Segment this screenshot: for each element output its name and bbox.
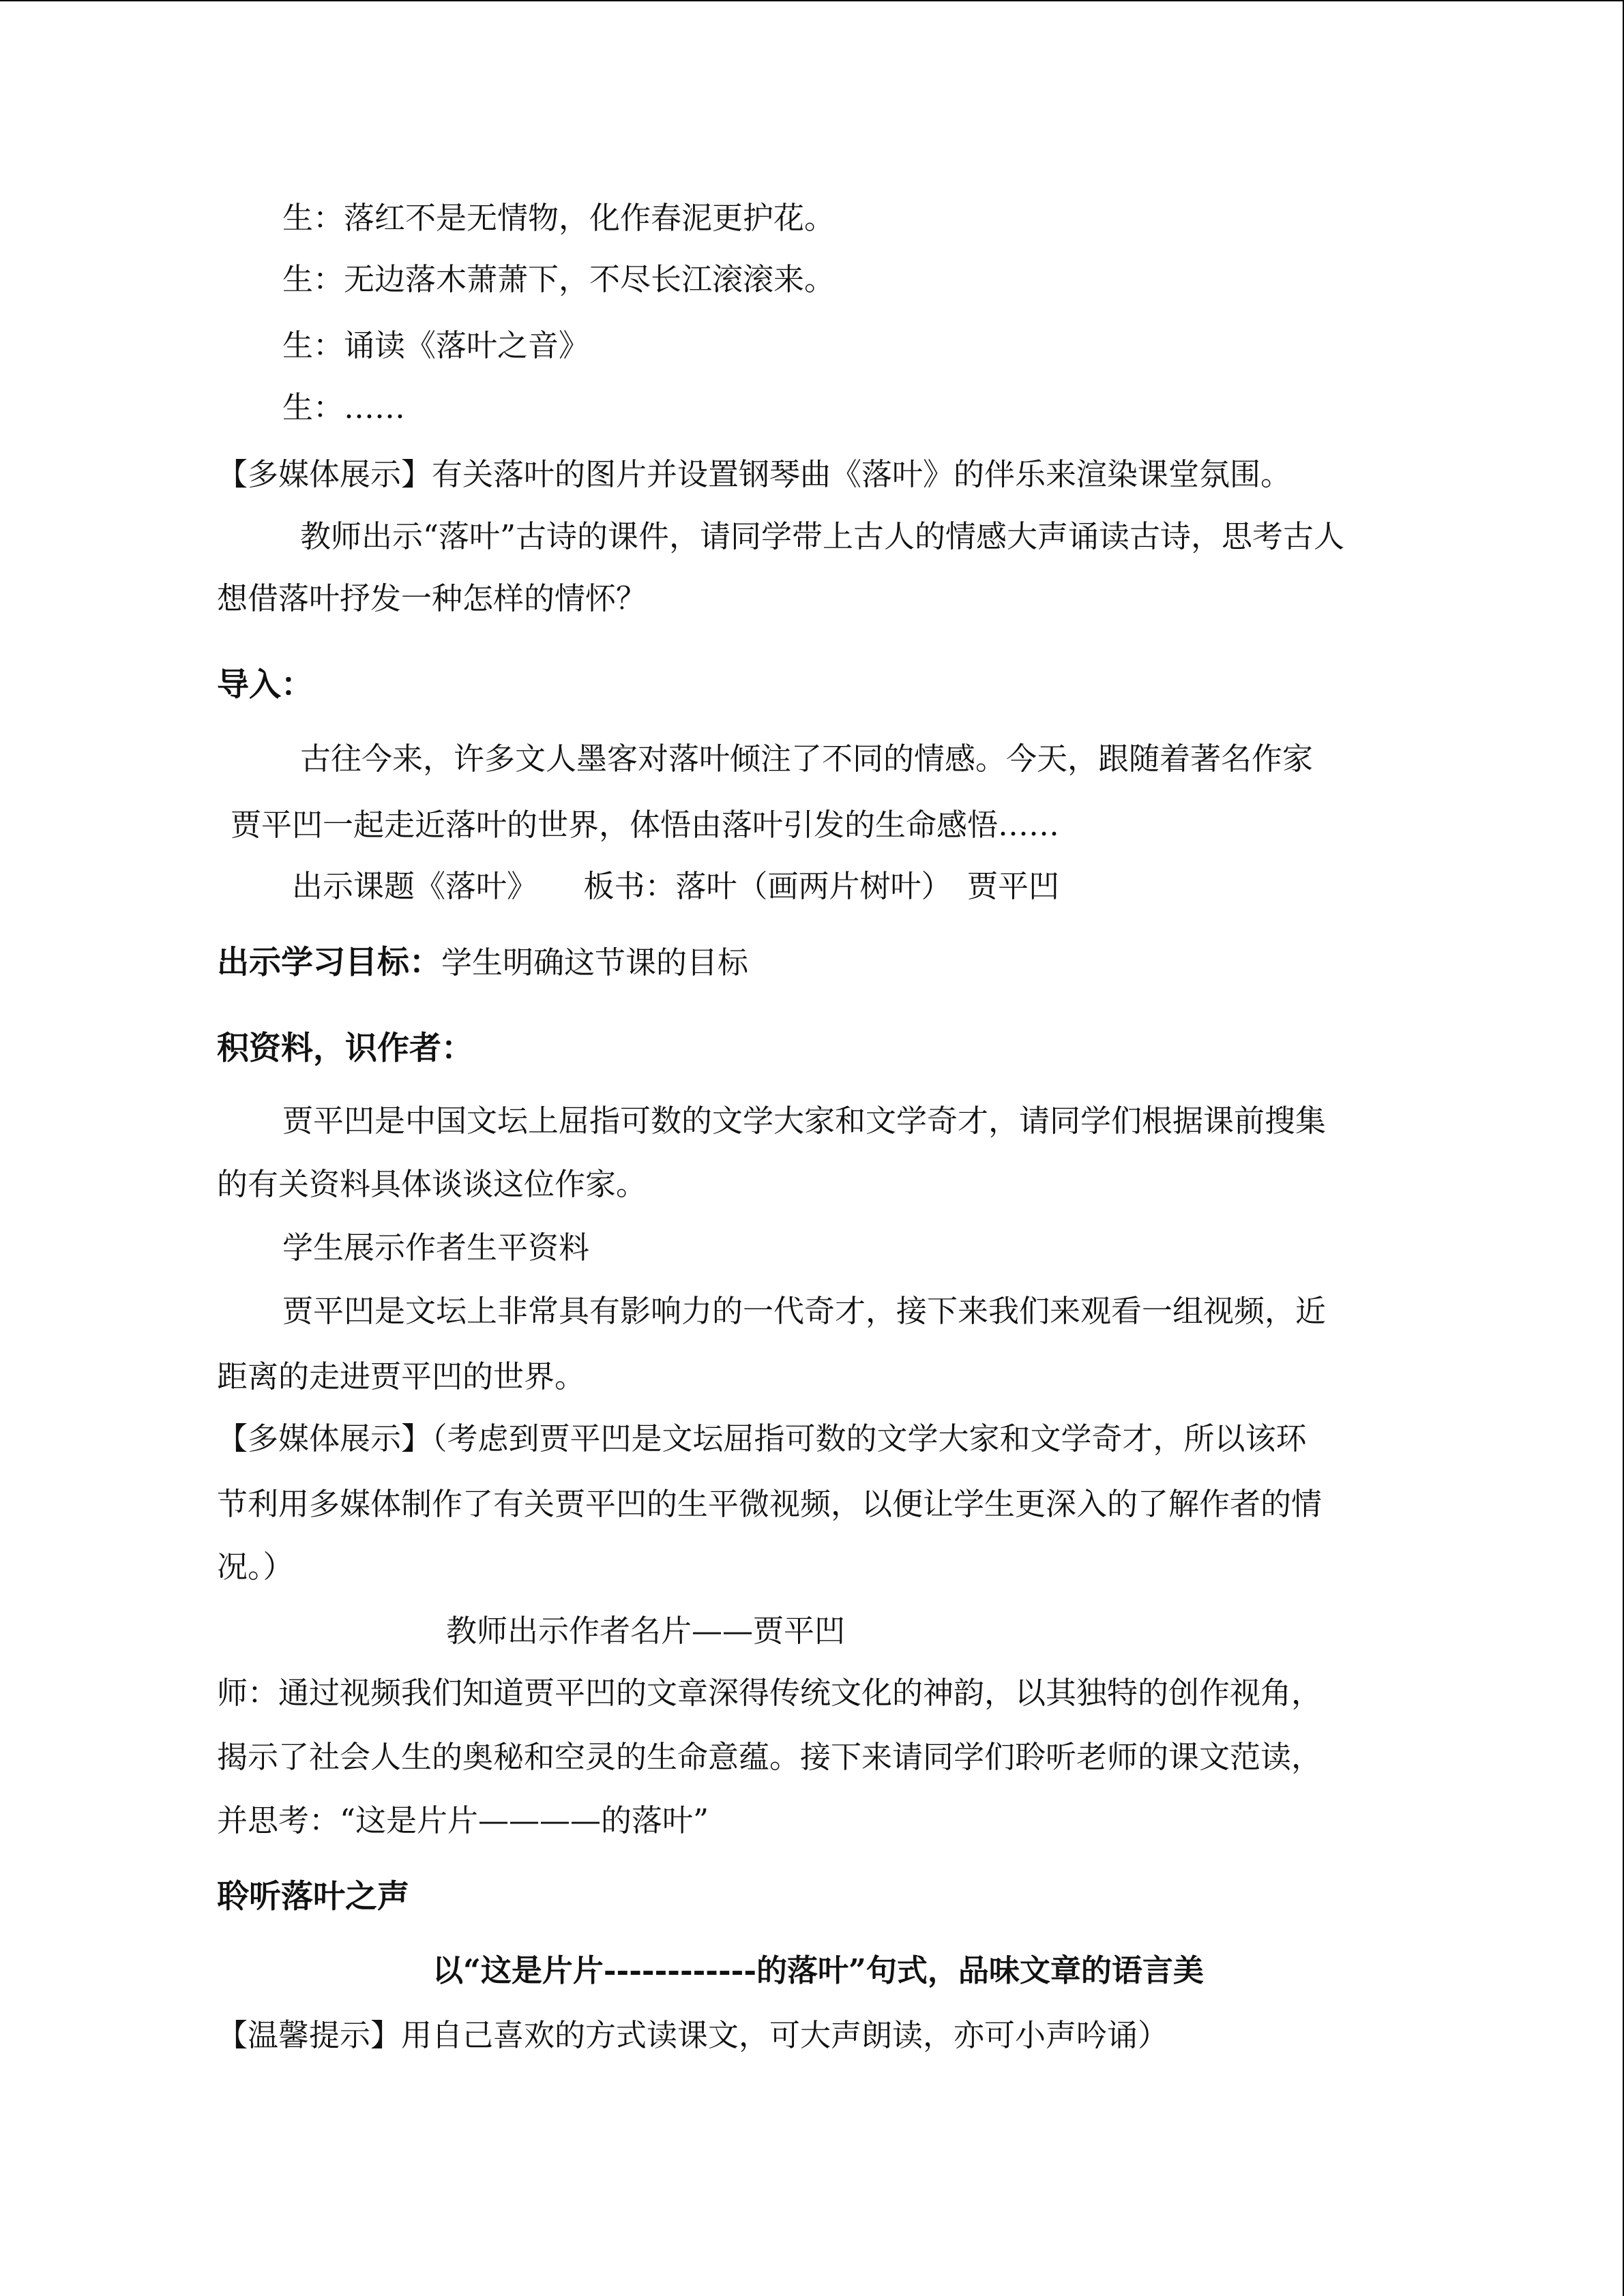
intro-heading: 导入： bbox=[217, 666, 313, 704]
student-line-1: 生：落红不是无情物，化作春泥更护花。 bbox=[282, 200, 836, 236]
author-paragraph-2-line-1: 贾平凹是文坛上非常具有影响力的一代奇才，接下来我们来观看一组视频，近 bbox=[282, 1293, 1327, 1329]
teacher-instruction-line-2: 想借落叶抒发一种怎样的情怀？ bbox=[217, 580, 647, 616]
multimedia-note-2-line-1: 【多媒体展示】（考虑到贾平凹是文坛屈指可数的文学大家和文学奇才，所以该环 bbox=[217, 1420, 1307, 1457]
multimedia-note-2-line-2: 节利用多媒体制作了有关贾平凹的生平微视频，以便让学生更深入的了解作者的情 bbox=[217, 1486, 1323, 1522]
student-line-3: 生：诵读《落叶之音》 bbox=[282, 327, 590, 363]
teacher-instruction-line-1: 教师出示“落叶”古诗的课件，请同学带上古人的情感大声诵读古诗，思考古人 bbox=[300, 518, 1345, 554]
student-line-2: 生：无边落木萧萧下，不尽长江滚滚来。 bbox=[282, 261, 836, 297]
listen-subheading: 以“这是片片------------的落叶”句式，品味文章的语言美 bbox=[432, 1952, 1204, 1988]
author-card-line: 教师出示作者名片——贾平凹 bbox=[446, 1613, 846, 1649]
author-paragraph-1-line-2: 的有关资料具体谈谈这位作家。 bbox=[217, 1166, 647, 1202]
student-show-author-info: 学生展示作者生平资料 bbox=[282, 1229, 590, 1266]
goals-text: 学生明确这节课的目标 bbox=[441, 944, 749, 981]
teacher-remark-line-1: 师：通过视频我们知道贾平凹的文章深得传统文化的神韵，以其独特的创作视角， bbox=[217, 1675, 1323, 1711]
intro-paragraph-line-1: 古往今来，许多文人墨客对落叶倾注了不同的情感。今天，跟随着著名作家 bbox=[300, 741, 1314, 777]
teacher-remark-line-2: 揭示了社会人生的奥秘和空灵的生命意蕴。接下来请同学们聆听老师的课文范读， bbox=[217, 1739, 1323, 1775]
goals-heading-label: 出示学习目标： bbox=[217, 944, 441, 981]
multimedia-note-1: 【多媒体展示】有关落叶的图片并设置钢琴曲《落叶》的伴乐来渲染课堂氛围。 bbox=[217, 456, 1292, 492]
lesson-title-board: 出示课题《落叶》 板书：落叶（画两片树叶） 贾平凹 bbox=[292, 868, 1060, 904]
warm-tip: 【温馨提示】用自己喜欢的方式读课文，可大声朗读，亦可小声吟诵） bbox=[217, 2017, 1169, 2053]
teacher-remark-line-3: 并思考：“这是片片————的落叶” bbox=[217, 1802, 709, 1838]
multimedia-note-2-line-3: 况。） bbox=[217, 1549, 294, 1585]
student-line-4: 生：…… bbox=[282, 389, 406, 426]
intro-paragraph-line-2: 贾平凹一起走近落叶的世界，体悟由落叶引发的生命感悟…… bbox=[231, 807, 1060, 843]
author-paragraph-2-line-2: 距离的走进贾平凹的世界。 bbox=[217, 1358, 586, 1395]
goals-heading bbox=[217, 942, 748, 983]
author-paragraph-1-line-1: 贾平凹是中国文坛上屈指可数的文学大家和文学奇才，请同学们根据课前搜集 bbox=[282, 1103, 1327, 1139]
author-heading: 积资料，识作者： bbox=[217, 1030, 473, 1067]
listen-heading: 聆听落叶之声 bbox=[217, 1878, 409, 1915]
